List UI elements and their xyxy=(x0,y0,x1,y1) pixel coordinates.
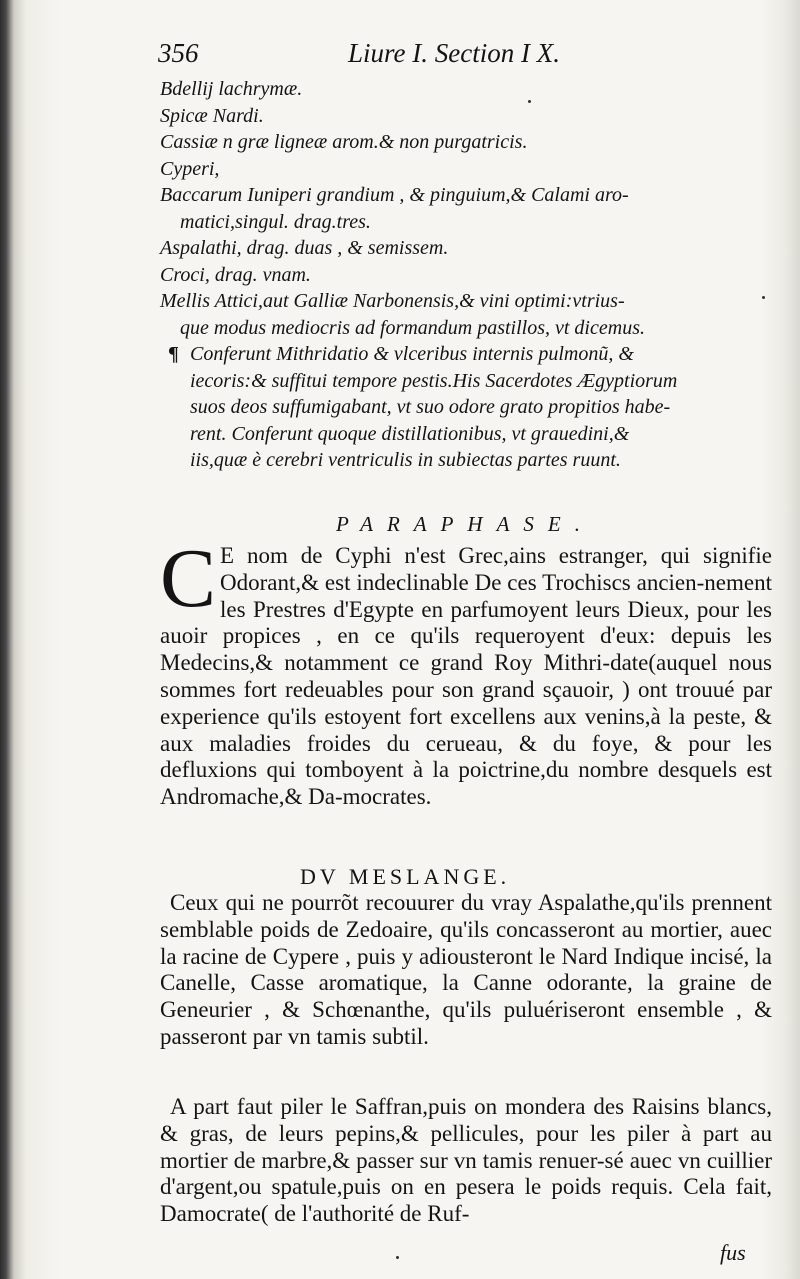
note-line: rent. Conferunt quoque distillationibus, vt grauedini,& xyxy=(190,422,630,445)
catchword: fus xyxy=(720,1240,746,1265)
recipe-line: Cassiæ n græ ligneæ arom.& non purgatricis. xyxy=(160,131,528,153)
recipe-line: Spicæ Nardi. xyxy=(160,104,264,127)
recipe-note xyxy=(160,341,772,474)
recipe-line: Bdellij lachrymæ. xyxy=(160,78,303,100)
pilcrow-mark: ¶ xyxy=(168,343,179,365)
recipe-block xyxy=(160,76,772,474)
note-line: iis,quæ è cerebri ventriculis in subiectas partes ruunt. xyxy=(190,449,621,471)
recipe-line: Cyperi, xyxy=(160,157,220,180)
running-title: Liure I. Section I X. xyxy=(348,38,560,68)
paraphrase-heading: PARAPHASE. xyxy=(336,512,595,536)
note-line: iecoris:& suffitui tempore pestis.His Sacerdotes Ægyptiorum xyxy=(190,369,678,392)
meslange-heading: DV MESLANGE. xyxy=(300,864,511,889)
recipe-line: Croci, drag. vnam. xyxy=(160,263,311,286)
recipe-line: Mellis Attici,aut Galliæ Narbonensis,& vini optimi:vtrius- xyxy=(160,290,625,312)
page-header xyxy=(158,38,608,74)
ink-speck xyxy=(396,1256,399,1259)
page-number: 356 xyxy=(158,38,199,68)
ink-speck xyxy=(528,100,531,103)
paraphrase-text: E nom de Cyphi n'est Grec,ains estranger, qui signifie Odorant,& est indeclinable De ces Trochiscs ancien-nement les Prestres d'Egypte en parfumoyent leurs Dieux, pour les auoir propices , en ce qu'ils requeroyent d'eux: depuis les Medecins,& notamment ce grand Roy Mithri-date(auquel nous sommes fort redeuables pour son grand sçauoir, ) ont trouué par experience qu'ils estoyent fort excellens aux venins,à la peste, & aux maladies froides du cerueau, & du foye, & pour les defluxions qui tomboyent à la poictrine,du nombre desquels est Andromache,& Da-mocrates. xyxy=(160,543,772,810)
recipe-line: Baccarum Iuniperi grandium , & pinguium,& Calami aro- xyxy=(160,184,629,206)
meslange-paragraph-2: A part faut piler le Saffran,puis on mondera des Raisins blancs, & gras, de leurs pepins,& pellicules, pour les piler à part au mortier de marbre,& passer sur vn tamis renuer-sé auec vn cuillier d'argent,ou spatule,puis on en pesera le poids requis. Cela fait, Damocrate( de l'authorité de Ruf- xyxy=(160,1094,772,1227)
note-line: suos deos suffumigabant, vt suo odore grato propitios habe- xyxy=(190,396,671,418)
ink-speck xyxy=(762,296,765,299)
meslange-paragraph-1: Ceux qui ne pourrõt recouurer du vray Aspalathe,qu'ils prennent semblable poids de Zedoaire, qu'ils concasseront au mortier, auec la racine de Cypere , puis y adiousteront le Nard Indique incisé, la Canelle, Casse aromatique, la Canne odorante, la graine de Geneurier , & Schœnanthe, qu'ils puluériseront ensemble , & passeront par vn tamis subtil. xyxy=(160,890,772,1049)
note-line: Conferunt Mithridatio & vlceribus internis pulmonũ, & xyxy=(190,343,634,365)
recipe-line: matici,singul. drag.tres. xyxy=(180,210,371,233)
paraphrase-paragraph xyxy=(160,532,772,811)
recipe-line: Aspalathi, drag. duas , & semissem. xyxy=(160,237,449,259)
recipe-line: que modus mediocris ad formandum pastillos, vt dicemus. xyxy=(180,316,645,339)
drop-cap-initial: C xyxy=(160,532,217,625)
